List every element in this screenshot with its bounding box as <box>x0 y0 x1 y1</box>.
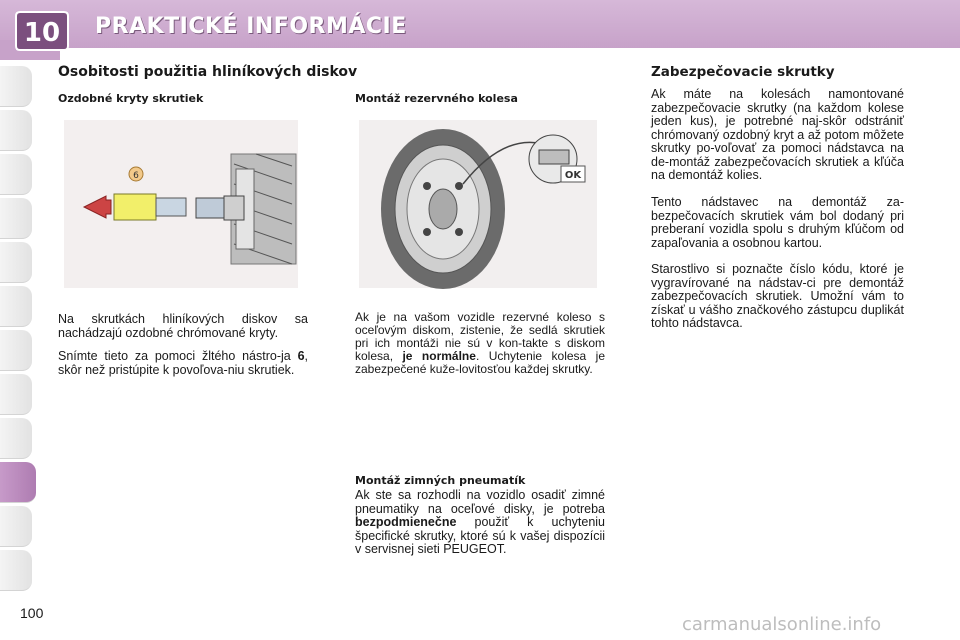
figure-label-6: 6 <box>133 171 139 181</box>
watermark: carmanualsonline.info <box>682 614 882 635</box>
covers-heading: Ozdobné kryty skrutiek <box>58 92 204 105</box>
side-tab[interactable] <box>0 550 32 591</box>
spare-p1-text: Ak je na vašom vozidle rezervné koleso s oceľovým diskom, zistenie, že sedlá skrutiek pri ich montáži nie sú v kon-takte s diskom kolesa, <box>355 310 605 363</box>
side-tab[interactable] <box>0 418 32 459</box>
chapter-number: 10 <box>23 18 61 48</box>
winter-bold-text: bezpodmienečne <box>355 515 457 529</box>
covers-p2-text: Snímte tieto za pomoci žltého nástro-ja <box>58 349 298 363</box>
figure-label-ok: OK <box>564 170 582 181</box>
spare-paragraph <box>355 311 605 376</box>
spare-bold-text: je normálne <box>402 349 476 363</box>
page-title: PRAKTICKÉ INFORMÁCIE <box>95 14 407 39</box>
side-tab-active[interactable] <box>0 462 36 503</box>
winter-p1-text-end: použiť k uchyteniu špecifické skrutky, ktoré sú k vašej dispozícii v servisnej sieti PEUGEOT. <box>355 515 605 556</box>
side-tab[interactable] <box>0 198 32 239</box>
spare-heading: Montáž rezervného kolesa <box>355 92 518 105</box>
security-heading: Zabezpečovacie skrutky <box>651 64 835 80</box>
tool-number: 6 <box>297 349 305 363</box>
chapter-badge <box>14 8 70 54</box>
security-paragraph-2: Tento nádstavec na demontáž za-bezpečovacích skrutiek vám bol dodaný pri preberaní vozidla spolu s druhým kľúčom od zapaľovania a osobnou kartou. <box>651 195 904 250</box>
covers-paragraph-1: Na skrutkách hliníkových diskov sa nachádzajú ozdobné chrómované kryty. <box>58 312 308 340</box>
winter-paragraph <box>355 489 605 557</box>
covers-p2-text-end: , skôr než pristúpite k povoľova-niu skrutiek. <box>58 349 308 377</box>
security-paragraph-1: Ak máte na kolesách namontované zabezpečovacie skrutky (na každom kolese jeden kus), je potrebné naj-skôr odstrániť chrómovaný ozdobný kryt a až potom môžete skrutky po-voľovať za pomoci nádstavca na de-montáž zabezpečovacích skrutiek a kľúča na demontáž kolies. <box>651 87 904 182</box>
side-tab[interactable] <box>0 286 32 327</box>
winter-heading: Montáž zimných pneumatík <box>355 474 526 487</box>
side-tab[interactable] <box>0 154 32 195</box>
page-number: 100 <box>20 605 44 621</box>
bolt-cover-illustration <box>56 114 306 294</box>
covers-paragraph-2 <box>58 350 308 377</box>
side-tab[interactable] <box>0 110 32 151</box>
side-tab[interactable] <box>0 242 32 283</box>
side-tab[interactable] <box>0 330 32 371</box>
side-tab[interactable] <box>0 506 32 547</box>
spare-wheel-illustration <box>353 114 603 294</box>
spare-p1-text-end: . Uchytenie kolesa je zabezpečené kuže-lovitosťou každej skrutky. <box>355 349 605 376</box>
side-tab[interactable] <box>0 374 32 415</box>
section-title: Osobitosti použitia hliníkových diskov <box>58 64 358 80</box>
winter-p1-text: Ak ste sa rozhodli na vozidlo osadiť zimné pneumatiky na oceľové disky, je potreba <box>355 488 605 516</box>
side-tab[interactable] <box>0 66 32 107</box>
security-paragraph-3: Starostlivo si poznačte číslo kódu, ktoré je vygravírované na nádstav-ci pre demontáž zabezpečovacích skrutiek. Umožní vám to získať u vášho značkového zástupcu duplikát tohto nádstavca. <box>651 262 904 330</box>
